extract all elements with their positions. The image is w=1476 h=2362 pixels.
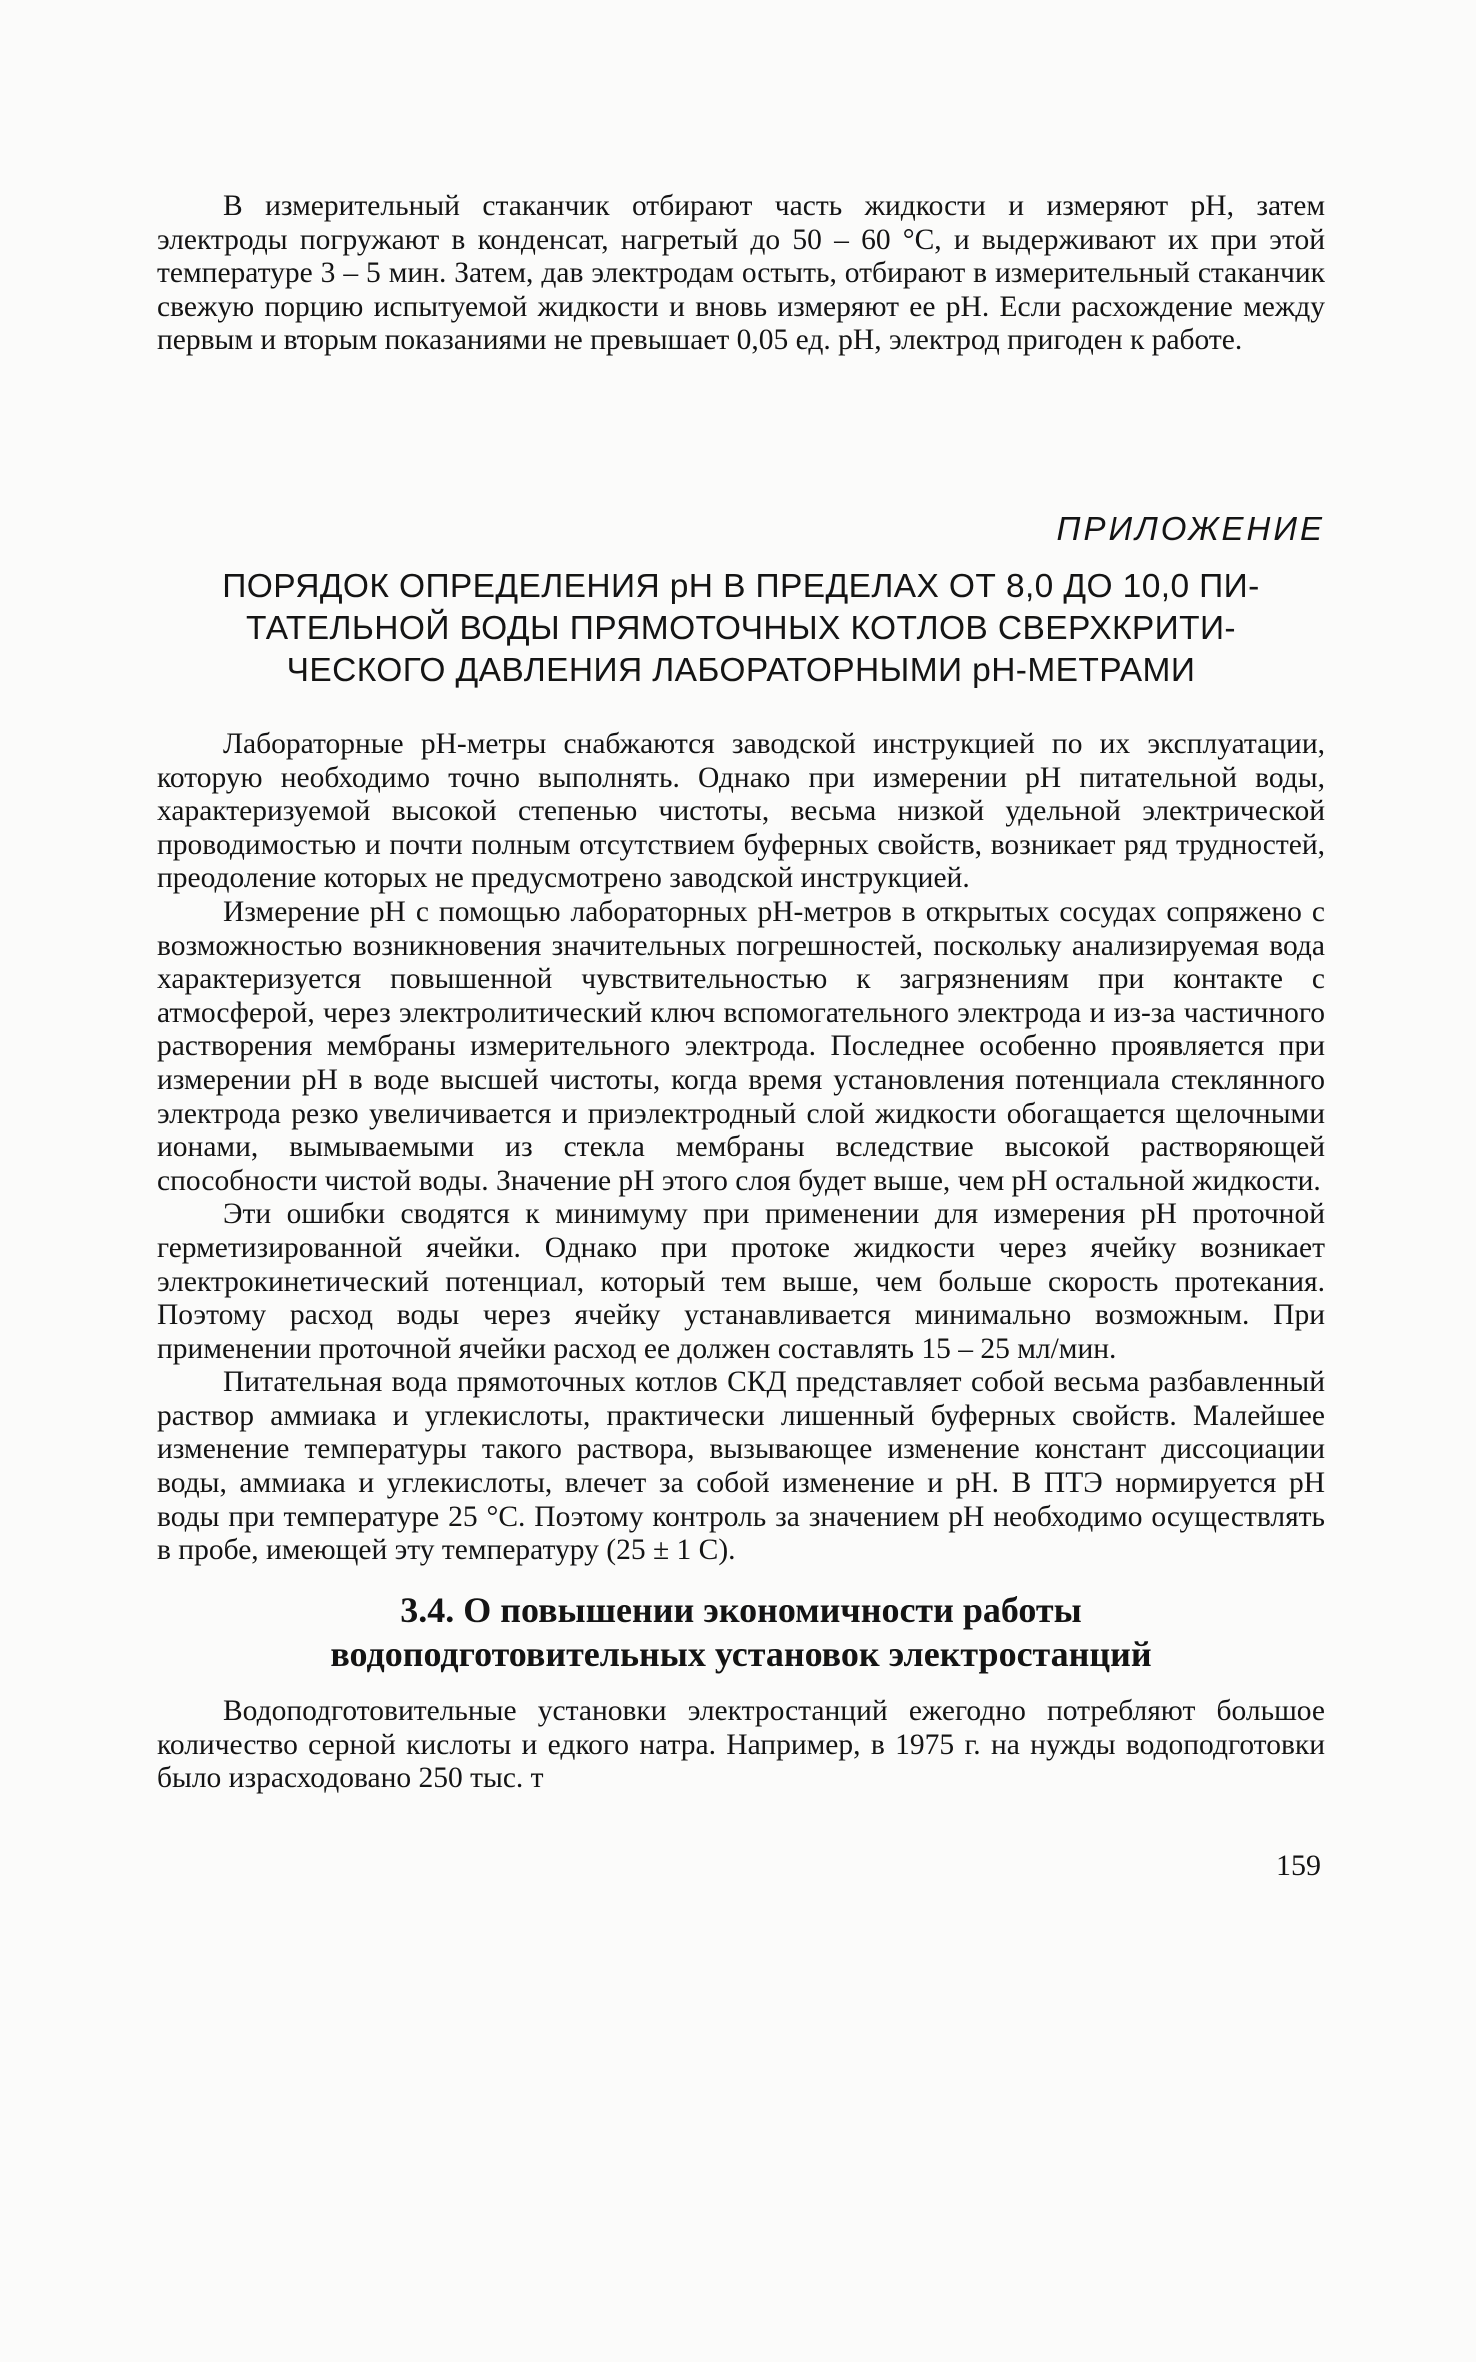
appendix-paragraph: Лабораторные рН-метры снабжаются заводской инструкцией по их эксплуатации, которую необходимо точно выполнять. Однако при измерении рН питательной воды, характеризуемой высокой степенью чистоты, весьма низкой удельной электрической проводимостью и почти полным отсутствием буферных свойств, возникает ряд трудностей, преодоление которых не предусмотрено заводской инструкцией. — [157, 728, 1325, 895]
section-body — [157, 1695, 1325, 1796]
appendix-title-line: ПОРЯДОК ОПРЕДЕЛЕНИЯ рН В ПРЕДЕЛАХ ОТ 8,0 ДО 10,0 ПИ- — [222, 568, 1260, 605]
section-heading-line: водоподготовительных установок электростанций — [330, 1634, 1152, 1674]
appendix-title-line: ТАТЕЛЬНОЙ ВОДЫ ПРЯМОТОЧНЫХ КОТЛОВ СВЕРХКРИТИ- — [246, 610, 1236, 647]
appendix-paragraph: Измерение рН с помощью лабораторных рН-метров в открытых сосудах сопряжено с возможностью возникновения значительных погрешностей, поскольку анализируемая вода характеризуется повышенной чувствительностью к загрязнениям при контакте с атмосферой, через электролитический ключ вспомогательного электрода и из-за частичного растворения мембраны измерительного электрода. Последнее особенно проявляется при измерении рН в воде высшей чистоты, когда время установления потенциала стеклянного электрода резко увеличивается и приэлектродный слой жидкости обогащается щелочными ионами, вымываемыми из стекла мембраны вследствие высокой растворяющей способности чистой воды. Значение рН этого слоя будет выше, чем рН остальной жидкости. — [157, 895, 1325, 1197]
section-heading-line: 3.4. О повышении экономичности работы — [400, 1590, 1082, 1630]
appendix-body — [157, 728, 1325, 1568]
section-heading — [157, 1588, 1325, 1676]
section-paragraph: Водоподготовительные установки электростанций ежегодно потребляют большое количество серной кислоты и едкого натра. Например, в 1975 г. на нужды водоподготовки было израсходовано 250 тыс. т — [157, 1695, 1325, 1795]
appendix-title — [157, 566, 1325, 692]
appendix-paragraph: Эти ошибки сводятся к минимуму при применении для измерения рН проточной герметизированной ячейки. Однако при протоке жидкости через ячейку возникает электрокинетический потенциал, который тем выше, чем больше скорость протекания. Поэтому расход воды через ячейку устанавливается минимально возможным. При применении проточной ячейки расход ее должен составлять 15 – 25 мл/мин. — [157, 1198, 1325, 1365]
page-number: 159 — [1276, 1849, 1321, 1882]
appendix-paragraph: Питательная вода прямоточных котлов СКД представляет собой весьма разбавленный раствор аммиака и углекислоты, практически лишенный буферных свойств. Малейшее изменение температуры такого раствора, вызывающее изменение констант диссоциации воды, аммиака и углекислоты, влечет за собой изменение и рН. В ПТЭ нормируется рН воды при температуре 25 °С. Поэтому контроль за значением рН необходимо осуществлять в пробе, имеющей эту температуру (25 ± 1 С). — [157, 1366, 1325, 1567]
appendix-title-line: ЧЕСКОГО ДАВЛЕНИЯ ЛАБОРАТОРНЫМИ рН-МЕТРАМИ — [286, 652, 1196, 689]
top-paragraph: В измерительный стаканчик отбирают часть жидкости и измеряют рН, затем электроды погружают в конденсат, нагретый до 50 – 60 °С, и выдерживают их при этой температуре 3 – 5 мин. Затем, дав электродам остыть, отбирают в измерительный стаканчик свежую порцию испытуемой жидкости и вновь измеряют ее рН. Если расхождение между первым и вторым показаниями не превышает 0,05 ед. рН, электрод пригоден к работе. — [157, 190, 1325, 357]
top-paragraph-block — [157, 190, 1325, 358]
appendix-label: ПРИЛОЖЕНИЕ — [1056, 510, 1325, 547]
